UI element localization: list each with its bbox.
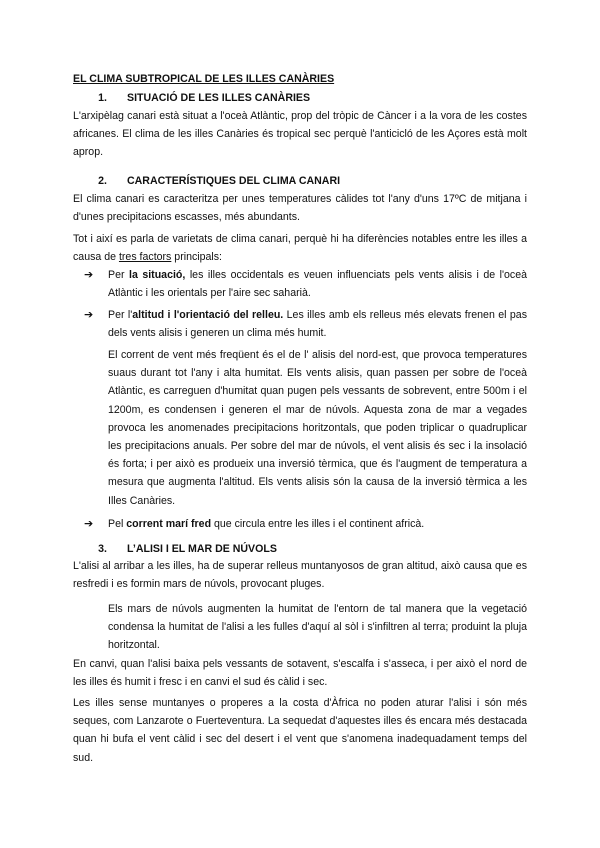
section-3-heading xyxy=(73,543,277,555)
bold-text: altitud i l'orientació del relleu. xyxy=(132,309,284,321)
bold-text: la situació, xyxy=(129,269,186,281)
section-1-heading xyxy=(73,92,310,104)
text-run: que circula entre les illes i el continent africà. xyxy=(211,518,425,530)
text-run: les illes occidentals es veuen influenciats pels vents alisis i de l'oceà Atlàntic i les orientals per l'aire sec saharià. xyxy=(108,269,528,300)
section-1-paragraph: L'arxipèlag canari està situat a l'oceà Atlàntic, prop del tròpic de Càncer i a la vora de les costes africanes. El clima de les illes Canàries és tropical sec perquè l'anticicló de les Açores està molt aprop. xyxy=(73,110,527,159)
section-3-paragraph-3: En canvi, quan l'alisi baixa pels vessants de sotavent, s'escalfa i s'asseca, i per això el nord de les illes és humit i fresc i en canvi el sud és càlid i sec. xyxy=(73,658,527,689)
bold-text: corrent marí fred xyxy=(126,518,212,530)
text-run: Per l' xyxy=(108,309,133,321)
section-number: 3. xyxy=(98,543,107,555)
text-run: Per xyxy=(108,269,129,281)
arrow-bullet-icon: ➔ xyxy=(84,309,94,321)
text-run: principals: xyxy=(171,251,222,264)
section-number: 2. xyxy=(98,175,107,187)
document-title: EL CLIMA SUBTROPICAL DE LES ILLES CANÀRIES xyxy=(73,73,335,85)
section-2-heading xyxy=(73,175,340,187)
section-3-indented-paragraph: Els mars de núvols augmenten la humitat de l'entorn de tal manera que la vegetació condensa la humitat de l'alisi a les fulles d'aquí al sòl i s'infiltren al terra; produint la pluja horitzontal. xyxy=(108,603,527,652)
underlined-text: tres factors xyxy=(118,251,172,264)
bullet-item-cold-current xyxy=(84,515,527,533)
section-title: SITUACIÓ DE LES ILLES CANÀRIES xyxy=(127,92,311,104)
text-run: Tot i així es parla de varietats de clima canari, perquè hi ha diferències notables entre les illes a causa de xyxy=(73,233,527,264)
bullet-item-situation xyxy=(84,266,527,302)
section-title: CARACTERÍSTIQUES DEL CLIMA CANARI xyxy=(127,175,341,187)
bullet-text xyxy=(108,306,527,342)
bullet-text xyxy=(108,515,527,533)
section-number: 1. xyxy=(98,92,107,104)
arrow-bullet-icon: ➔ xyxy=(84,269,94,281)
text-run: Pel xyxy=(108,518,127,530)
section-3-paragraph-4: Les illes sense muntanyes o properes a la costa d'Àfrica no poden aturar l'alisi i són més seques, com Lanzarote o Fuerteventura. La sequedat d'aquestes illes és encara més destacada quan hi bufa el vent càlid i sec del desert i el vent que s'anomena inadequadament temps del sud. xyxy=(73,697,527,764)
altitude-detail-paragraph: El corrent de vent més freqüent és el de l' alisis del nord-est, que provoca temperatures suaus durant tot l'any i alta humitat. Els vents alisis, quan passen per sobre de l'oceà Atlàntic, es carreguen d'humitat quan pugen pels vessants de sobrevent, entre 500m i el 1200m, es condensen i generen el mar de núvols. Aquesta zona de mar a vegades provoca les anomenades precipitacions horitzontals, que poden triplicar o quadruplicar les precipitacions anuals. Per sobre del mar de núvols, el vent alisis és sec i la insolació és forta; i per això es produeix una inversió tèrmica, que és l'augment de temperatura a mesura que augmenta l'altitud. Els vents alisis són la causa de la inversió tèrmica a les Illes Canàries. xyxy=(108,349,527,507)
bullet-text xyxy=(108,266,527,302)
section-2-paragraph-1: El clima canari es caracteritza per unes temperatures càlides tot l'any d'uns 17ºC de mitjana i d'unes precipitacions escasses, més abundants. xyxy=(73,193,527,224)
section-3-paragraph-1: L'alisi al arribar a les illes, ha de superar relleus muntanyosos de gran altitud, això causa que es resfredi i es formin mars de núvols, provocant pluges. xyxy=(73,560,527,591)
text-run: Les illes amb els relleus més elevats frenen el pas dels vents alisis i generen un clima més humit. xyxy=(108,309,527,340)
bullet-item-altitude xyxy=(84,306,527,342)
arrow-bullet-icon: ➔ xyxy=(84,518,94,530)
section-2-paragraph-2 xyxy=(73,230,527,266)
section-title: L’ALISI I EL MAR DE NÚVOLS xyxy=(127,543,277,555)
